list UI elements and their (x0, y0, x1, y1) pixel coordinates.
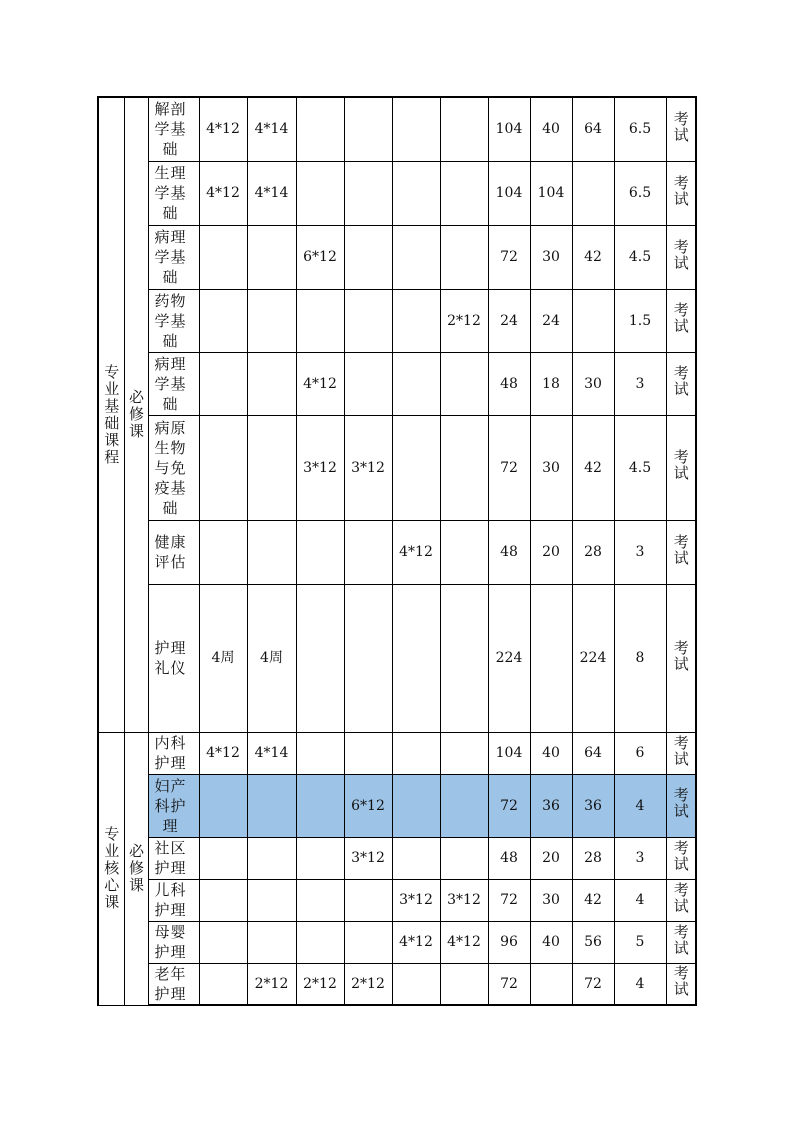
cell-s4 (344, 225, 392, 289)
cell-s4: 3*12 (344, 837, 392, 879)
course-name-text: 母婴护理 (154, 923, 187, 961)
cell-s4 (344, 584, 392, 732)
cell-total: 48 (488, 837, 530, 879)
table-row (98, 732, 696, 774)
assessment-text: 考试 (671, 238, 690, 271)
cell-s1: 4*12 (199, 97, 247, 161)
cell-s3 (296, 921, 344, 963)
cell-s6 (440, 732, 488, 774)
course-name (148, 584, 199, 732)
cell-s1 (199, 520, 247, 584)
cell-total: 104 (488, 732, 530, 774)
table-row (98, 97, 696, 161)
cell-credit: 6.5 (614, 161, 666, 225)
table-row (98, 774, 696, 837)
cell-s2: 4*14 (247, 97, 296, 161)
cell-total: 72 (488, 963, 530, 1005)
cell-s6 (440, 963, 488, 1005)
cell-credit: 6.5 (614, 97, 666, 161)
cell-s1 (199, 837, 247, 879)
cell-s6 (440, 520, 488, 584)
cell-s3: 2*12 (296, 963, 344, 1005)
cell-practice (572, 161, 614, 225)
course-name-text: 解剖学基础 (154, 100, 187, 159)
table-row (98, 289, 696, 352)
cell-s5: 3*12 (392, 879, 440, 921)
course-name-text: 药物学基础 (154, 291, 187, 350)
cell-assessment (666, 352, 696, 415)
cell-theory: 30 (530, 225, 572, 289)
cell-s6 (440, 415, 488, 520)
cell-s3 (296, 97, 344, 161)
section-type-label: 必修课 (124, 97, 148, 732)
course-name (148, 921, 199, 963)
cell-theory: 24 (530, 289, 572, 352)
cell-s4 (344, 879, 392, 921)
assessment-text: 考试 (671, 533, 690, 566)
cell-s1 (199, 289, 247, 352)
cell-s2 (247, 879, 296, 921)
cell-practice: 28 (572, 520, 614, 584)
course-name-text: 病理学基础 (154, 228, 187, 286)
course-name-text: 内科护理 (154, 734, 187, 772)
cell-s4 (344, 97, 392, 161)
cell-assessment (666, 584, 696, 732)
cell-assessment (666, 289, 696, 352)
cell-practice: 42 (572, 415, 614, 520)
cell-total: 48 (488, 520, 530, 584)
cell-theory: 30 (530, 415, 572, 520)
cell-assessment (666, 963, 696, 1005)
cell-assessment (666, 225, 696, 289)
cell-s1: 4*12 (199, 732, 247, 774)
cell-s2 (247, 289, 296, 352)
assessment-text: 考试 (671, 923, 690, 956)
cell-s6: 2*12 (440, 289, 488, 352)
cell-credit: 4 (614, 963, 666, 1005)
cell-credit: 3 (614, 837, 666, 879)
table-row (98, 837, 696, 879)
assessment-text: 考试 (671, 449, 690, 481)
cell-s3 (296, 732, 344, 774)
cell-s6: 4*12 (440, 921, 488, 963)
course-name (148, 161, 199, 225)
cell-total: 104 (488, 161, 530, 225)
cell-total: 72 (488, 879, 530, 921)
assessment-text: 考试 (671, 639, 690, 672)
course-name-text: 妇产科护理 (154, 776, 187, 835)
cell-credit: 3 (614, 352, 666, 415)
cell-credit: 8 (614, 584, 666, 732)
cell-s4: 3*12 (344, 415, 392, 520)
cell-practice (572, 289, 614, 352)
cell-credit: 4.5 (614, 415, 666, 520)
course-name (148, 97, 199, 161)
cell-s3: 3*12 (296, 415, 344, 520)
cell-practice: 42 (572, 225, 614, 289)
cell-s5 (392, 584, 440, 732)
cell-s1 (199, 225, 247, 289)
course-name-text: 健康评估 (154, 533, 187, 571)
cell-practice: 224 (572, 584, 614, 732)
assessment-text: 考试 (671, 734, 690, 767)
cell-total: 104 (488, 97, 530, 161)
table-row (98, 921, 696, 963)
table-row (98, 520, 696, 584)
cell-assessment (666, 837, 696, 879)
course-name (148, 732, 199, 774)
cell-s3: 6*12 (296, 225, 344, 289)
course-name (148, 225, 199, 289)
cell-s3 (296, 520, 344, 584)
assessment-text: 考试 (671, 881, 690, 914)
cell-practice: 64 (572, 97, 614, 161)
course-name-text: 社区护理 (154, 839, 187, 877)
cell-s3: 4*12 (296, 352, 344, 415)
cell-theory: 36 (530, 774, 572, 837)
assessment-text: 考试 (671, 110, 690, 143)
assessment-text: 考试 (671, 965, 690, 998)
cell-total: 96 (488, 921, 530, 963)
cell-total: 72 (488, 774, 530, 837)
cell-s2 (247, 225, 296, 289)
cell-theory (530, 963, 572, 1005)
cell-theory: 40 (530, 97, 572, 161)
cell-theory: 20 (530, 520, 572, 584)
cell-s3 (296, 161, 344, 225)
section-category-label: 专业基础课程 (98, 97, 124, 732)
cell-s5 (392, 732, 440, 774)
cell-s2 (247, 837, 296, 879)
cell-practice: 64 (572, 732, 614, 774)
cell-s1 (199, 352, 247, 415)
cell-s5 (392, 97, 440, 161)
cell-theory: 40 (530, 732, 572, 774)
curriculum-table (97, 96, 697, 1006)
cell-total: 72 (488, 225, 530, 289)
course-name (148, 520, 199, 584)
cell-s2 (247, 774, 296, 837)
cell-s4 (344, 921, 392, 963)
cell-s2: 2*12 (247, 963, 296, 1005)
cell-credit: 5 (614, 921, 666, 963)
cell-s6: 3*12 (440, 879, 488, 921)
cell-credit: 4 (614, 774, 666, 837)
course-name-text: 儿科护理 (154, 881, 187, 919)
assessment-text: 考试 (671, 174, 690, 207)
table-row (98, 963, 696, 1005)
table-row (98, 415, 696, 520)
cell-s1 (199, 963, 247, 1005)
assessment-text: 考试 (671, 365, 690, 397)
cell-assessment (666, 774, 696, 837)
cell-credit: 1.5 (614, 289, 666, 352)
cell-s1 (199, 774, 247, 837)
cell-assessment (666, 97, 696, 161)
cell-s3 (296, 879, 344, 921)
cell-s5 (392, 837, 440, 879)
course-name (148, 837, 199, 879)
cell-s2 (247, 415, 296, 520)
cell-theory: 104 (530, 161, 572, 225)
course-name (148, 289, 199, 352)
cell-total: 224 (488, 584, 530, 732)
cell-theory (530, 584, 572, 732)
cell-s2: 4*14 (247, 732, 296, 774)
cell-s2 (247, 352, 296, 415)
cell-s6 (440, 774, 488, 837)
cell-credit: 6 (614, 732, 666, 774)
cell-assessment (666, 161, 696, 225)
cell-s6 (440, 97, 488, 161)
course-name-text: 病理学基础 (154, 354, 187, 413)
course-name-text: 生理学基础 (154, 164, 187, 222)
cell-s3 (296, 837, 344, 879)
cell-s3 (296, 289, 344, 352)
course-name (148, 415, 199, 520)
cell-s6 (440, 584, 488, 732)
cell-s4 (344, 289, 392, 352)
cell-s5 (392, 774, 440, 837)
cell-practice: 56 (572, 921, 614, 963)
assessment-text: 考试 (671, 302, 690, 334)
assessment-text: 考试 (671, 839, 690, 872)
section-type-label: 必修课 (124, 732, 148, 1005)
cell-practice: 42 (572, 879, 614, 921)
cell-s6 (440, 837, 488, 879)
cell-practice: 30 (572, 352, 614, 415)
cell-theory: 20 (530, 837, 572, 879)
cell-s6 (440, 161, 488, 225)
cell-assessment (666, 520, 696, 584)
course-name-text: 护理礼仪 (154, 639, 187, 677)
cell-credit: 3 (614, 520, 666, 584)
cell-theory: 30 (530, 879, 572, 921)
cell-s1: 4*12 (199, 161, 247, 225)
cell-s5 (392, 289, 440, 352)
cell-s1: 4周 (199, 584, 247, 732)
assessment-text: 考试 (671, 787, 690, 819)
cell-credit: 4.5 (614, 225, 666, 289)
course-name-text: 老年护理 (154, 964, 187, 1003)
course-name (148, 879, 199, 921)
cell-s2 (247, 520, 296, 584)
cell-credit: 4 (614, 879, 666, 921)
cell-s4: 6*12 (344, 774, 392, 837)
cell-s5 (392, 963, 440, 1005)
table-row (98, 161, 696, 225)
cell-total: 48 (488, 352, 530, 415)
table-row (98, 879, 696, 921)
cell-assessment (666, 921, 696, 963)
cell-s5 (392, 161, 440, 225)
cell-s5 (392, 352, 440, 415)
table-row (98, 225, 696, 289)
course-name (148, 352, 199, 415)
cell-s5 (392, 225, 440, 289)
cell-s3 (296, 774, 344, 837)
course-name (148, 774, 199, 837)
cell-assessment (666, 879, 696, 921)
cell-assessment (666, 732, 696, 774)
course-name (148, 963, 199, 1005)
section-category-label: 专业核心课 (98, 732, 124, 1005)
cell-s4 (344, 732, 392, 774)
cell-theory: 40 (530, 921, 572, 963)
cell-s4: 2*12 (344, 963, 392, 1005)
cell-assessment (666, 415, 696, 520)
cell-s4 (344, 520, 392, 584)
table-row (98, 584, 696, 732)
cell-s6 (440, 352, 488, 415)
cell-s2: 4*14 (247, 161, 296, 225)
cell-practice: 36 (572, 774, 614, 837)
cell-practice: 72 (572, 963, 614, 1005)
cell-s5: 4*12 (392, 921, 440, 963)
cell-s1 (199, 921, 247, 963)
cell-s4 (344, 161, 392, 225)
cell-s5 (392, 415, 440, 520)
cell-theory: 18 (530, 352, 572, 415)
course-name-text: 病原生物与免疫基础 (154, 418, 187, 517)
cell-total: 24 (488, 289, 530, 352)
cell-s1 (199, 415, 247, 520)
cell-total: 72 (488, 415, 530, 520)
cell-practice: 28 (572, 837, 614, 879)
cell-s3 (296, 584, 344, 732)
cell-s6 (440, 225, 488, 289)
table-row (98, 352, 696, 415)
cell-s2: 4周 (247, 584, 296, 732)
cell-s4 (344, 352, 392, 415)
cell-s2 (247, 921, 296, 963)
cell-s1 (199, 879, 247, 921)
cell-s5: 4*12 (392, 520, 440, 584)
